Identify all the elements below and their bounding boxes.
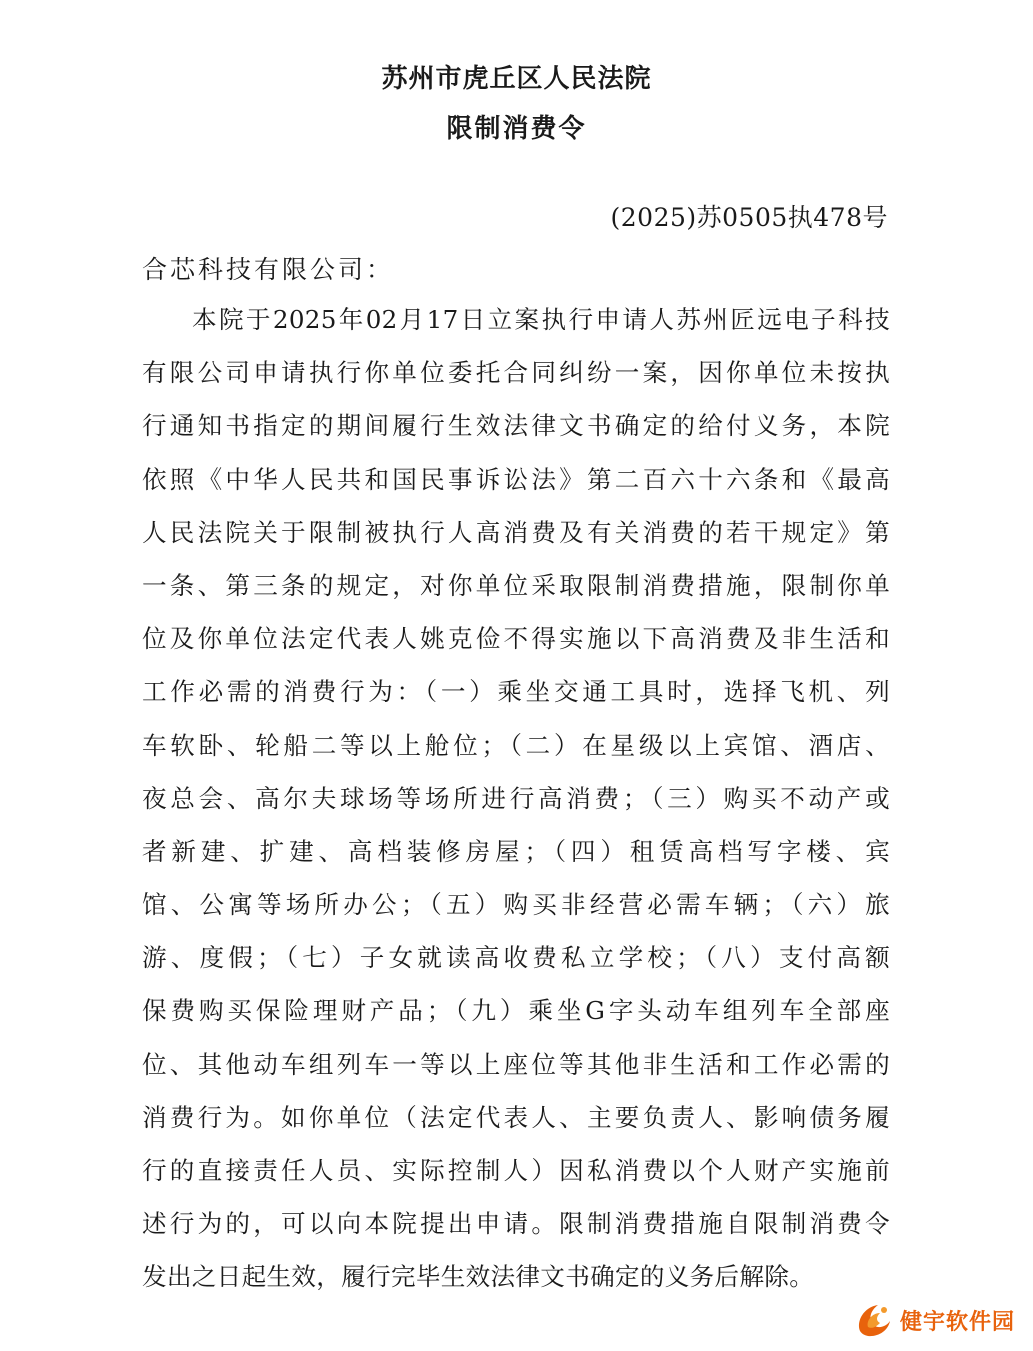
watermark — [854, 1301, 1015, 1339]
watermark-text: 健宇软件园 — [899, 1309, 1015, 1335]
body-line: 位、其他动车组列车一等以上座位等其他非生活和工作必需的 — [142, 1049, 890, 1079]
body-line: 馆、公寓等场所办公；（五）购买非经营必需车辆；（六）旅 — [142, 890, 890, 920]
body-line: 一条、第三条的规定，对你单位采取限制消费措施，限制你单 — [142, 570, 890, 600]
body-line: 行的直接责任人员、实际控制人）因私消费以个人财产实施前 — [142, 1156, 890, 1185]
body-line: 位及你单位法定代表人姚克俭不得实施以下高消费及非生活和 — [142, 624, 890, 654]
body-line: 车软卧、轮船二等以上舱位；（二）在星级以上宾馆、酒店、 — [142, 730, 890, 760]
addressee: 合芯科技有限公司： — [142, 255, 395, 284]
body-line: 依照《中华人民共和国民事诉讼法》第二百六十六条和《最高 — [142, 464, 890, 494]
body-line: 述行为的，可以向本院提出申请。限制消费措施自限制消费令 — [142, 1209, 890, 1239]
court-name: 苏州市虎丘区人民法院 — [381, 64, 652, 94]
body-line: 游、度假；（七）子女就读高收费私立学校；（八）支付高额 — [142, 943, 890, 973]
document-title: 限制消费令 — [446, 114, 587, 144]
body-line: 工作必需的消费行为：（一）乘坐交通工具时，选择飞机、列 — [142, 677, 890, 707]
body-line: 者新建、扩建、高档装修房屋；（四）租赁高档写字楼、宾 — [142, 836, 890, 866]
body-line: 人民法院关于限制被执行人高消费及有关消费的若干规定》第 — [142, 517, 890, 547]
body-line: 有限公司申请执行你单位委托合同纠纷一案，因你单位未按执 — [142, 358, 890, 388]
body-line: 行通知书指定的期间履行生效法律文书确定的给付义务，本院 — [142, 411, 890, 441]
body-line: 本院于2025年02月17日立案执行申请人苏州匠远电子科技 — [192, 305, 890, 334]
body-line: 消费行为。如你单位（法定代表人、主要负责人、影响债务履 — [142, 1102, 890, 1132]
flame-swirl-logo-icon — [854, 1301, 896, 1339]
body-line: 夜总会、高尔夫球场等场所进行高消费；（三）购买不动产或 — [142, 783, 890, 813]
body-line: 保费购买保险理财产品；（九）乘坐G字头动车组列车全部座 — [142, 996, 890, 1026]
body-line: 发出之日起生效，履行完毕生效法律文书确定的义务后解除。 — [142, 1262, 815, 1292]
order-body — [142, 293, 890, 1304]
case-number: (2025)苏0505执478号 — [610, 203, 888, 232]
